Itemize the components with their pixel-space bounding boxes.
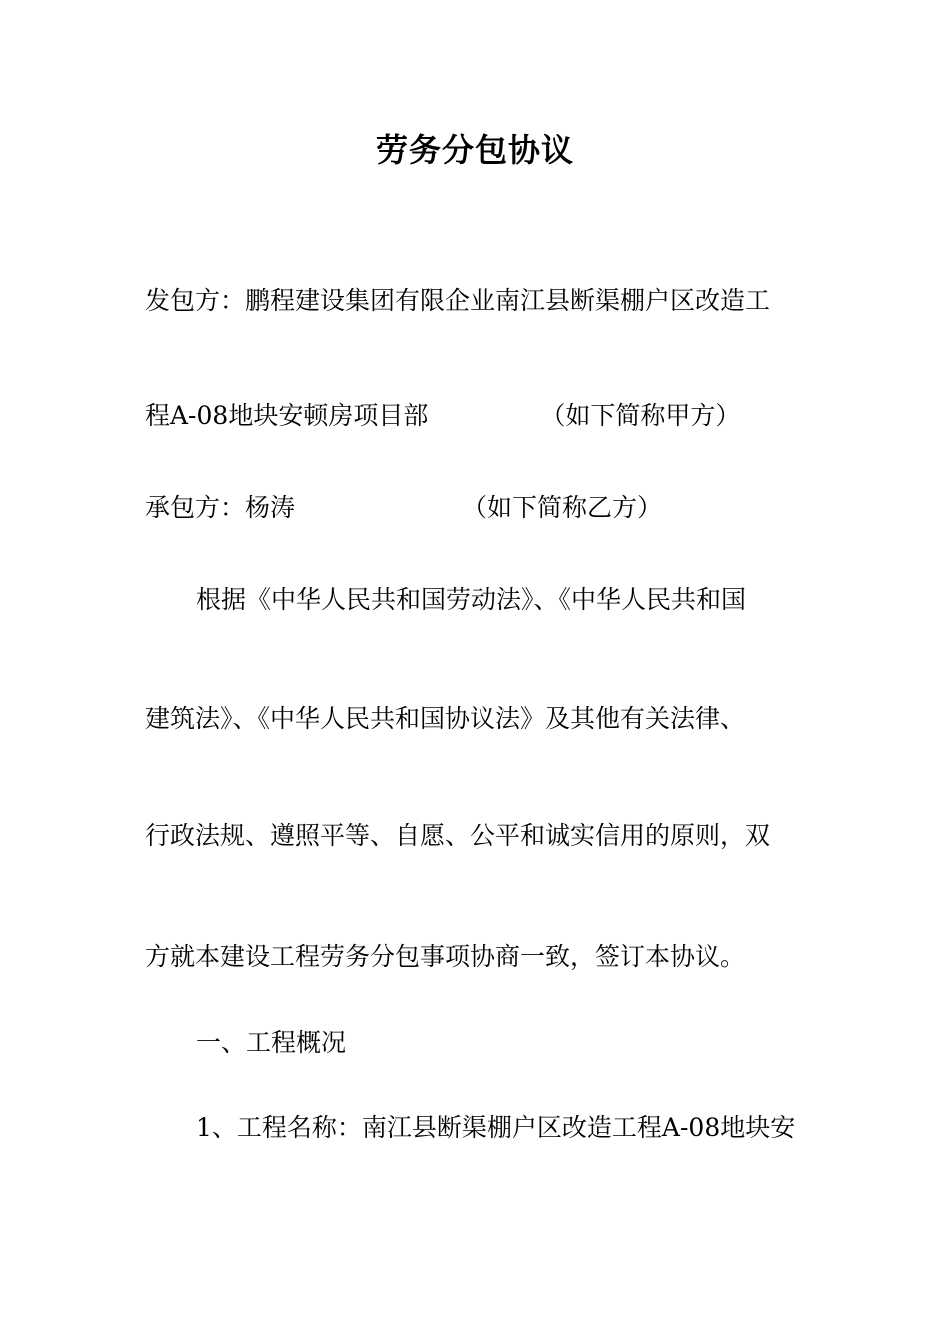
party-a-line-2 <box>145 398 815 434</box>
preamble-line-1: 根据《中华人民共和国劳动法》、《中华人民共和国 <box>196 585 747 614</box>
section-1-heading: 一、工程概况 <box>196 1028 347 1057</box>
party-a-note: （如下简称甲方） <box>540 401 741 430</box>
preamble-line-2: 建筑法》、《中华人民共和国协议法》及其他有关法律、 <box>145 704 746 733</box>
party-a-name: 程A-08地块安顿房项目部 <box>145 401 429 430</box>
preamble-line-3: 行政法规、遵照平等、自愿、公平和诚实信用的原则，双 <box>145 821 771 850</box>
preamble-line-4: 方就本建设工程劳务分包事项协商一致，签订本协议。 <box>145 942 746 971</box>
item-1-project-name: 1、工程名称：南江县断渠棚户区改造工程A-08地块安 <box>196 1113 796 1142</box>
party-b-line <box>145 490 815 526</box>
document-title: 劳务分包协议 <box>375 131 574 169</box>
party-b-name: 承包方：杨涛 <box>145 493 296 522</box>
party-a-line-1: 发包方：鹏程建设集团有限企业南江县断渠棚户区改造工 <box>145 286 771 315</box>
party-b-note: （如下简称乙方） <box>462 493 663 522</box>
